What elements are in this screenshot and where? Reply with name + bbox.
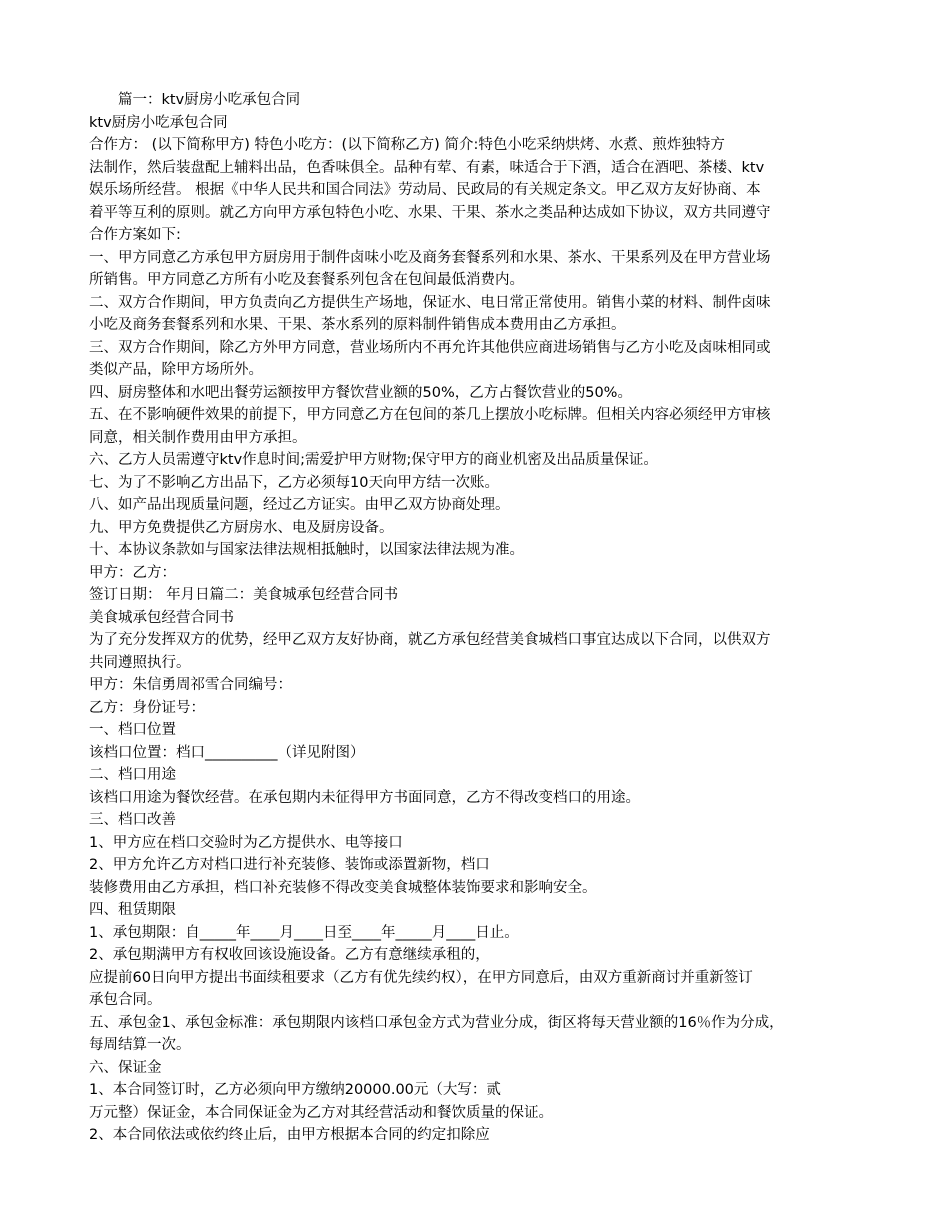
text-line: 着平等互利的原则。就乙方向甲方承包特色小吃、水果、干果、茶水之类品种达成如下协议，双方共同遵守 [89,204,771,221]
text-line: 该档口位置：档口__________（详见附图） [89,744,365,761]
text-line: 为了充分发挥双方的优势，经甲乙双方友好协商，就乙方承包经营美食城档口事宜达成以下合同，以供双方 [89,632,771,648]
clause-1: 一、甲方同意乙方承包甲方厨房用于制件卤味小吃及商务套餐系列和水果、茶水、干果系列及在甲方营业场 [89,249,771,266]
section-heading: 一、档口位置 [89,722,176,738]
text-line: 类似产品，除甲方场所外。 [89,362,263,378]
section-heading: 四、租赁期限 [89,902,176,918]
party-b-line: 乙方：身份证号： [89,699,205,716]
clause-10: 十、本协议条款如与国家法律法规相抵触时，以国家法律法规为准。 [89,542,524,558]
signing-date-and-title-2: 签订日期： 年月日篇二：美食城承包经营合同书 [89,587,399,603]
text-line: 合作方： (以下简称甲方) 特色小吃方：(以下简称乙方) 简介:特色小吃采纳烘烤、水煮、煎炸独特方 [89,137,725,153]
text-line: 1、本合同签订时，乙方必须向甲方缴纳20000.00元（大写：贰 [89,1082,501,1098]
document-subtitle-2: 美食城承包经营合同书 [89,609,234,626]
clause-9: 九、甲方免费提供乙方厨房水、电及厨房设备。 [89,519,394,536]
text-line: 每周结算一次。 [89,1037,191,1053]
text-line: 1、甲方应在档口交验时为乙方提供水、电等接口 [89,834,403,851]
section-heading: 三、档口改善 [89,812,176,828]
clause-8: 八、如产品出现质量问题，经过乙方证实。由甲乙双方协商处理。 [89,497,510,513]
text-line: 法制作，然后装盘配上辅料出品，色香味俱全。品种有荤、有素，味适合于下酒，适合在酒吧、茶楼、ktv [89,159,765,176]
text-line: 2、承包期满甲方有权收回该设施设备。乙方有意继续承租的， [89,947,490,963]
clause-3: 三、双方合作期间，除乙方外甲方同意，营业场所内不再允许其他供应商进场销售与乙方小吃及卤味相同或 [89,339,771,356]
text-line: 1、承包期限：自_____年____月____日至____年_____月____日止。 [89,924,519,941]
document-title-1: 篇一：ktv厨房小吃承包合同 [89,92,301,108]
section-heading: 二、档口用途 [89,767,176,783]
text-line: 共同遵照执行。 [89,654,191,671]
text-line: 承包合同。 [89,992,162,1008]
text-line: 同意，相关制作费用由甲方承担。 [89,429,307,446]
text-line: 万元整）保证金，本合同保证金为乙方对其经营活动和餐饮质量的保证。 [89,1104,553,1121]
text-line: 合作方案如下: [89,227,181,243]
clause-4: 四、厨房整体和水吧出餐劳运额按甲方餐饮营业额的50%，乙方占餐饮营业的50%。 [89,384,632,401]
document-page [89,89,864,1147]
text-line: 娱乐场所经营。 根据《中华人民共和国合同法》劳动局、民政局的有关规定条文。甲乙双方友好协商、本 [89,182,761,198]
party-a-line: 甲方：朱信勇周祁雪合同编号： [89,677,292,693]
text-line: 2、本合同依法或依约终止后，由甲方根据本合同的约定扣除应 [89,1127,490,1143]
signature-parties: 甲方：乙方： [89,564,176,581]
clause-5: 五、在不影响硬件效果的前提下，甲方同意乙方在包间的茶几上摆放小吃标牌。但相关内容必须经甲方审核 [89,407,771,423]
text-line: 所销售。甲方同意乙方所有小吃及套餐系列包含在包间最低消费内。 [89,272,524,288]
section-heading: 五、承包金1、承包金标准：承包期限内该档口承包金方式为营业分成，街区将每天营业额的16％作为分成， [89,1014,784,1031]
text-line: 2、甲方允许乙方对档口进行补充装修、装饰或添置新物，档口 [89,857,490,873]
document-subtitle-1: ktv厨房小吃承包合同 [89,114,228,131]
section-heading: 六、保证金 [89,1059,162,1076]
text-line: 装修费用由乙方承担，档口补充装修不得改变美食城整体装饰要求和影响安全。 [89,879,597,896]
text-line: 该档口用途为餐饮经营。在承包期内未征得甲方书面同意，乙方不得改变档口的用途。 [89,789,640,806]
clause-6: 六、乙方人员需遵守ktv作息时间;需爱护甲方财物;保守甲方的商业机密及出品质量保证。 [89,452,658,468]
clause-2: 二、双方合作期间，甲方负责向乙方提供生产场地，保证水、电日常正常使用。销售小菜的材料、制件卤味 [89,294,771,311]
text-line: 小吃及商务套餐系列和水果、干果、茶水系列的原料制件销售成本费用由乙方承担。 [89,317,626,333]
text-line: 应提前60日向甲方提出书面续租要求（乙方有优先续约权），在甲方同意后，由双方重新商讨并重新签订 [89,969,753,986]
clause-7: 七、为了不影响乙方出品下，乙方必须每10天向甲方结一次账。 [89,474,499,491]
